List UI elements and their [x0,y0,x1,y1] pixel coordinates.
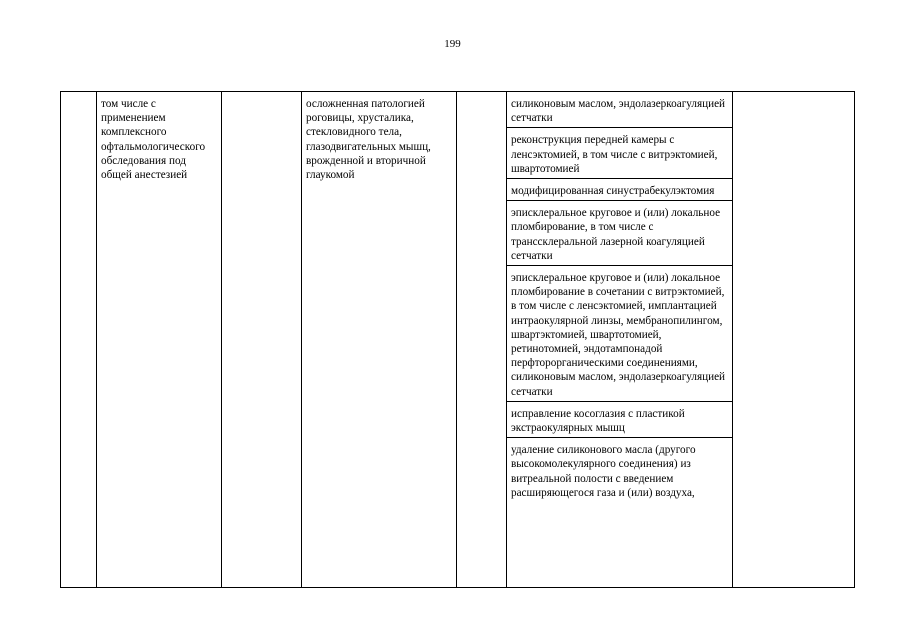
profile-text: том числе с применением комплексного офтальмологического обследования под общей анестезией [101,98,206,182]
cell-model [457,92,507,588]
procedure-item: удаление силиконового масла (другого высокомолекулярного соединения) из витреальной полости с введением расширяющегося газа и (или) воздуха, [511,444,696,499]
table-row [61,92,855,588]
procedure-item: исправление косоглазия с пластикой экстраокулярных мышц [507,402,732,438]
cell-cost [733,92,855,588]
document-table [60,91,855,588]
procedure-item: модифицированная синустрабекулэктомия [507,179,732,201]
cell-procedures [507,92,733,588]
diagnosis-text: осложненная патологией роговицы, хрусталика, стекловидного тела, глазодвигательных мышц, врожденной и вторичной глаукомой [306,98,431,182]
procedure-item: эписклеральное круговое и (или) локальное пломбирование, в том числе с транссклеральной лазерной коагуляцией сетчатки [507,201,732,266]
cell-number [61,92,97,588]
procedure-item: реконструкция передней камеры с ленсэктомией, в том числе с витрэктомией, швартотомией [507,128,732,179]
procedure-item: силиконовым маслом, эндолазеркоагуляцией сетчатки [507,92,732,128]
cell-code [222,92,302,588]
cell-diagnosis [302,92,457,588]
procedure-item: эписклеральное круговое и (или) локальное пломбирование в сочетании с витрэктомией, в том числе с ленсэктомией, имплантацией интраокулярной линзы, мембранопилингом, швартэктомией, швартотомией, ретинотомией, эндотампонадой перфторорганическими соединениями, силиконовым маслом, эндолазеркоагуляцией сетчатки [507,266,732,402]
cell-profile [97,92,222,588]
page-number: 199 [444,38,461,50]
